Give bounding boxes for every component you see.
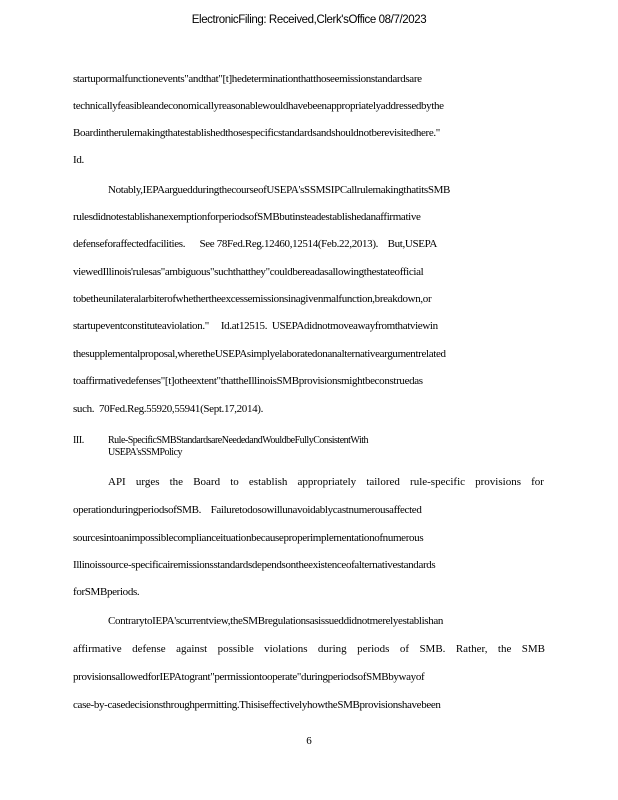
body-line: provisionsallowedforIEPAtogrant"permissiontooperate"duringperiodsofSMBbywayof [73,671,425,683]
section-heading-line: USEPA'sSSMPolicy [108,447,183,458]
body-line: sourcesintoanimpossiblecomplianceituationbecauseproperimplementationofnumerous [73,532,424,544]
justified-line: affirmative defense against possible violations during periods of SMB. Rather, the SMB [73,643,545,655]
body-line: viewedIllinois'rulesas"ambiguous"suchthatthey"couldbereadasallowingthestateofficial [73,266,424,278]
body-line: case-by-casedecisionsthroughpermitting.ThisiseffectivelyhowtheSMBprovisionshavebeen [73,699,441,711]
body-line: startupeventconstituteaviolation." Id.at12515. USEPAdidnotmoveawayfromthatviewin [73,320,438,332]
body-line: Boardintherulemakingthatestablishedthosespecificstandardsandshouldnotberevisitedhere." [73,127,440,139]
justified-line: API urges the Board to establish appropriately tailored rule-specific provisions for [108,476,544,488]
body-line: toaffirmativedefenses"[t]otheextent"thattheIllinoisSMBprovisionsmightbeconstruedas [73,375,423,387]
electronic-filing-header: ElectronicFiling: Received,Clerk'sOffice 08/7/2023 [191,14,427,26]
section-heading [108,435,368,459]
body-line: tobetheunilateralarbiterofwhethertheexcessemissionsinagivenmalfunction,breakdown,or [73,293,432,305]
body-line: operationduringperiodsofSMB. Failuretodosowillunavoidablycastnumerousaffected [73,504,422,516]
page-number: 6 [306,735,312,747]
body-line: rulesdidnotestablishanexemptionforperiodsofSMBbutinsteadestablishedanaffirmative [73,211,421,223]
body-line: Illinoissource-specificairemissionsstandardsdependsontheexistenceofalternativestandards [73,559,436,571]
section-number: III. [73,435,84,446]
body-line: thesupplementalproposal,wheretheUSEPAsimplyelaboratedonanalternativeargumentrelated [73,348,446,360]
body-line: forSMBperiods. [73,586,140,598]
body-line: startupormalfunctionevents"andthat"[t]hedeterminationthatthoseemissionstandardsare [73,73,422,85]
body-line: Id. [73,154,84,166]
body-line: technicallyfeasibleandeconomicallyreasonablewouldhavebeenappropriatelyaddressedbythe [73,100,444,112]
body-line: Notably,IEPAarguedduringthecourseofUSEPA'sSSMSIPCallrulemakingthatitsSMB [108,184,451,196]
body-line: defenseforaffectedfacilities. See 78Fed.Reg.12460,12514(Feb.22,2013). But,USEPA [73,238,437,250]
body-line: ContrarytoIEPA'scurrentview,theSMBregulationsasissueddidnotmerelyestablishan [108,615,444,627]
body-line: such. 70Fed.Reg.55920,55941(Sept.17,2014). [73,403,263,415]
section-heading-line: Rule-SpecificSMBStandardsareNeededandWouldbeFullyConsistentWith [108,435,369,446]
